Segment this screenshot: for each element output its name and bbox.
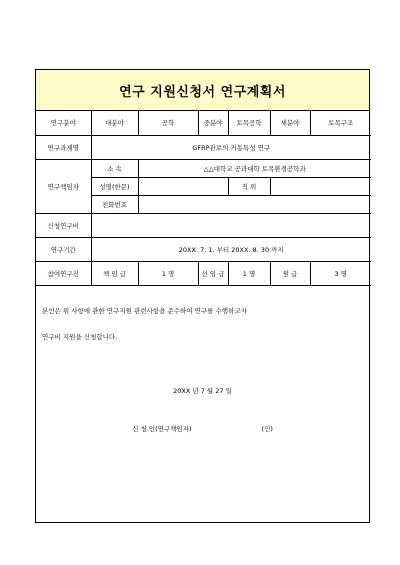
participants-row [36, 261, 371, 285]
middle-field-value[interactable]: 토목공학 [228, 111, 270, 135]
researcher-label: 연구책임자 [36, 159, 91, 213]
lead-grade-label: 책 임 급 [91, 261, 138, 285]
senior-grade-count[interactable]: 1 명 [228, 261, 270, 285]
application-date[interactable]: 20XX 년 7 월 27 일 [173, 386, 232, 395]
research-title-value[interactable]: GFRP관로의 거동특성 연구 [91, 135, 371, 159]
name-value[interactable] [138, 177, 228, 195]
middle-field-label: 중분야 [198, 111, 228, 135]
position-value[interactable] [270, 177, 371, 195]
affiliation-label: 소 속 [91, 159, 138, 177]
affiliation-row [36, 159, 371, 177]
signer-label: 신 청 인(연구책임자) [132, 424, 192, 433]
form-table [36, 111, 371, 286]
minor-field-label: 세분야 [270, 111, 310, 135]
form-title: 연구 지원신청서 연구계획서 [36, 70, 369, 111]
period-value[interactable]: 20XX. 7. 1. 부터 20XX. 8. 30 까지 [91, 237, 371, 261]
pledge-line-2: 연구비 지원을 신청합니다. [42, 332, 118, 341]
period-row [36, 237, 371, 261]
staff-grade-label: 원 급 [270, 261, 310, 285]
application-form [35, 69, 370, 523]
pledge-section [36, 286, 369, 442]
major-field-value[interactable]: 공학 [138, 111, 198, 135]
minor-field-value[interactable]: 토목구조 [310, 111, 371, 135]
name-label: 성명(한문) [91, 177, 138, 195]
lead-grade-count[interactable]: 1 명 [138, 261, 198, 285]
budget-value[interactable] [91, 213, 371, 237]
seal-mark[interactable]: (인) [261, 424, 273, 433]
staff-grade-count[interactable]: 3 명 [310, 261, 371, 285]
budget-row [36, 213, 371, 237]
field-label: 연구분야 [36, 111, 91, 135]
field-row [36, 111, 371, 135]
period-label: 연구기간 [36, 237, 91, 261]
research-title-label: 연구과제명 [36, 135, 91, 159]
position-label: 직 위 [228, 177, 270, 195]
major-field-label: 대분야 [91, 111, 138, 135]
phone-value[interactable] [138, 195, 371, 213]
research-title-row [36, 135, 371, 159]
signature-line [42, 416, 363, 442]
senior-grade-label: 선 임 급 [198, 261, 228, 285]
participants-label: 참여연구진 [36, 261, 91, 285]
affiliation-value[interactable]: △△대학교 공과대학 토목환경공학과 [138, 159, 371, 177]
pledge-line-1: 본인은 위 사항에 관한 연구지원 관련사항을 준수하여 연구를 수행하고자 [42, 306, 247, 315]
budget-label: 신청연구비 [36, 213, 91, 237]
phone-label: 전화번호 [91, 195, 138, 213]
